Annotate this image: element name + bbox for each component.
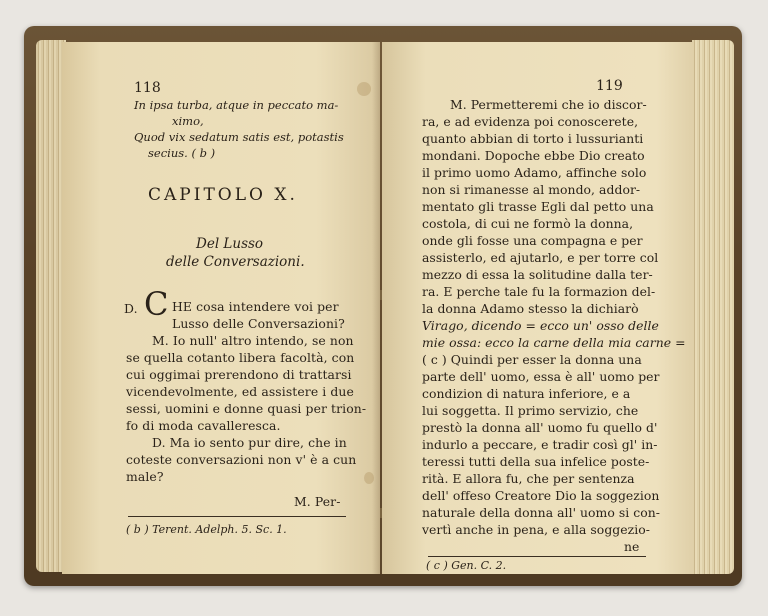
body-line: rità. E allora fu, che per sentenza	[422, 471, 635, 486]
body-line: mentato gli trasse Egli dal petto una	[422, 199, 654, 214]
body-line: D. Ma io sento pur dire, che in	[152, 435, 347, 450]
body-line: vicendevolmente, ed assistere i due	[126, 384, 354, 399]
section-subtitle-line: Del Lusso	[196, 236, 264, 252]
body-line: il primo uomo Adamo, affinche solo	[422, 165, 647, 180]
body-line: mie ossa: ecco la carne della mia carne =	[422, 335, 686, 350]
chapter-title: CAPITOLO X.	[148, 185, 298, 205]
body-line: M. Io null' altro intendo, se non	[152, 333, 354, 348]
body-line: fo di moda cavalleresca.	[126, 418, 281, 433]
body-line: teressi tutti della sua infelice poste-	[422, 454, 650, 469]
body-line: mondani. Dopoche ebbe Dio creato	[422, 148, 645, 163]
verse-line: Quod vix sedatum satis est, potastis	[134, 130, 344, 144]
catchword: M. Per-	[294, 494, 341, 509]
catchword: ne	[624, 539, 640, 554]
body-line: quanto abbian di torto i lussurianti	[422, 131, 644, 146]
body-line: indurlo a peccare, e tradir così gl' in-	[422, 437, 658, 452]
page-number-left: 118	[134, 80, 161, 96]
body-line: mezzo di essa la solitudine dalla ter-	[422, 267, 653, 282]
section-subtitle-line: delle Conversazioni.	[166, 254, 305, 270]
body-line: parte dell' uomo, essa è all' uomo per	[422, 369, 660, 384]
verse-line: In ipsa turba, atque in peccato ma-	[134, 98, 339, 112]
body-line: ra. E perche tale fu la formazion del-	[422, 284, 656, 299]
body-line: M. Permetteremi che io discor-	[450, 97, 647, 112]
body-line: lui soggetta. Il primo servizio, che	[422, 403, 639, 418]
footnote: ( b ) Terent. Adelph. 5. Sc. 1.	[126, 523, 287, 536]
verse-line: secius. ( b )	[148, 146, 216, 160]
body-line: ra, e ad evidenza poi conoscerete,	[422, 114, 639, 129]
speaker-label: D.	[124, 301, 138, 316]
right-page-edges	[692, 40, 734, 574]
right-page	[382, 42, 694, 574]
body-line: vertì anche in pena, e alla soggezio-	[422, 522, 650, 537]
drop-cap: C	[144, 285, 169, 323]
body-line: Lusso delle Conversazioni?	[172, 316, 345, 331]
body-line: onde gli fosse una compagna e per	[422, 233, 643, 248]
body-line: cui oggimai prerendono di trattarsi	[126, 367, 352, 382]
foxing-spot	[357, 82, 371, 96]
left-page	[62, 42, 380, 574]
body-line: non si rimanesse al mondo, addor-	[422, 182, 641, 197]
body-line: Virago, dicendo = ecco un' osso delle	[422, 318, 659, 333]
body-line: naturale della donna all' uomo si con-	[422, 505, 661, 520]
body-line: la donna Adamo stesso la dichiarò	[422, 301, 639, 316]
body-line: dell' offeso Creatore Dio la soggezion	[422, 488, 660, 503]
body-line: ( c ) Quindi per esser la donna una	[422, 352, 642, 367]
footnote: ( c ) Gen. C. 2.	[426, 559, 507, 572]
body-line: prestò la donna all' uomo fu quello d'	[422, 420, 658, 435]
body-line: condizion di natura inferiore, e a	[422, 386, 631, 401]
verse-line: ximo,	[172, 114, 204, 128]
page-number-right: 119	[596, 78, 623, 94]
body-line: coteste conversazioni non v' è a cun	[126, 452, 357, 467]
footnote-rule	[128, 516, 346, 517]
body-line: se quella cotanto libera facoltà, con	[126, 350, 355, 365]
body-line: HE cosa intendere voi per	[172, 299, 339, 314]
body-line: assisterlo, ed ajutarlo, e per torre col	[422, 250, 659, 265]
body-line: sessi, uomini e donne quasi per trion-	[126, 401, 367, 416]
body-line: costola, di cui ne formò la donna,	[422, 216, 634, 231]
body-line: male?	[126, 469, 164, 484]
footnote-rule	[428, 556, 646, 557]
